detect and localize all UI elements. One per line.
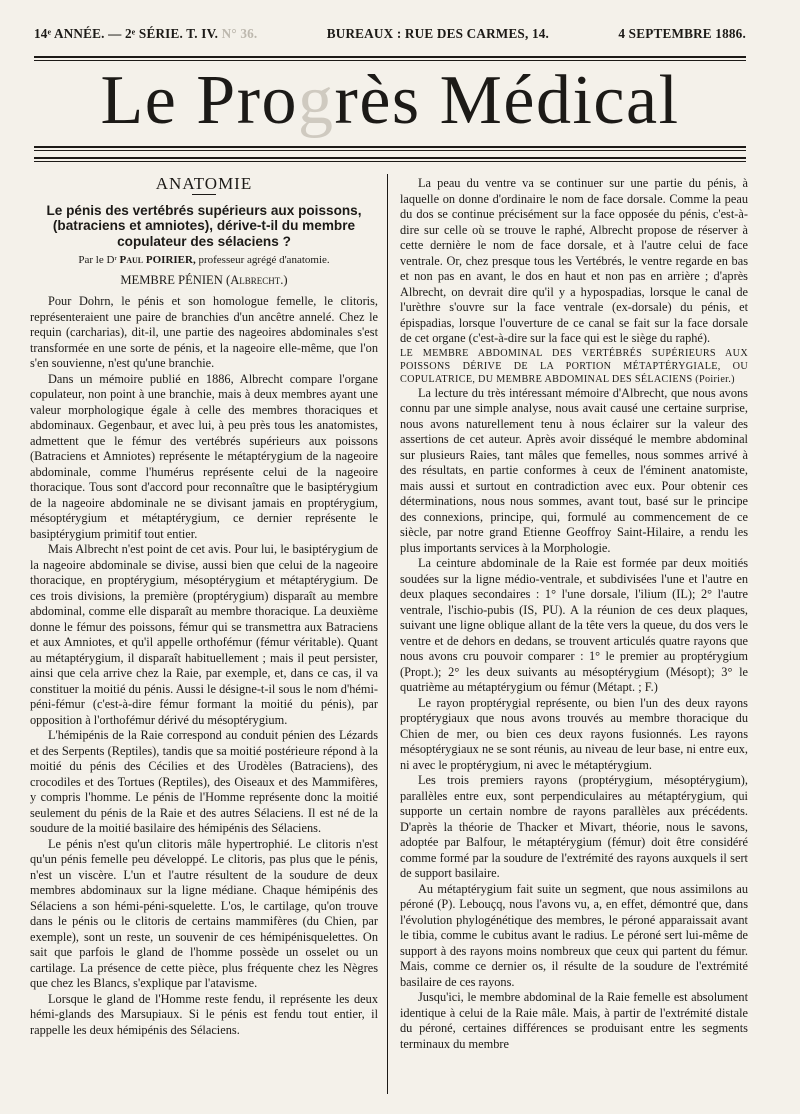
masthead-rule bbox=[34, 56, 746, 61]
paragraph: Jusqu'ici, le membre abdominal de la Raie femelle est absolument identique à celui de la Raie mâle. Mais, à partir de l'extrémité distale du péroné, certaines différences se produisant entre les segments terminaux du membre bbox=[400, 990, 748, 1051]
masthead-office: BUREAUX : RUE DES CARMES, 14. bbox=[326, 26, 550, 41]
paragraph: La ceinture abdominale de la Raie est formée par deux moitiés soudées sur la ligne médio-ventrale, et subdivisées l'une et l'autre en deux plaques secondaires : 1° l'une dorsale, l'ilium (IL); 2° l'autre ventrale, l'ischio-pubis (IS, PU). A la réunion de ces deux plaques, suivant une ligne oblique allant de la tête vers la queue, du dos vers le ventre et de dehors en dedans, se trouvent articulés quatre rayons que nous avons cru pouvoir comparer : 1° le premier au proptérygium (Propt.); 2° les deux suivants au mésoptérygium (Mésopt); 3° le quatrième au métaptérygium ou fémur (Métapt. ; F.) bbox=[400, 556, 748, 694]
section-rule bbox=[192, 194, 216, 195]
masthead-year: 14ᵉ ANNÉE. — 2ᵉ SÉRIE. T. IV. N° 36. bbox=[34, 26, 258, 41]
subhead-membre-penien: MEMBRE PÉNIEN (Albrecht.) bbox=[120, 272, 288, 287]
title-rule-lower bbox=[34, 157, 746, 162]
article-title: Le pénis des vertébrés supérieurs aux poissons, (batraciens et amniotes), dérive-t-il du membre copulateur des sélaciens ? bbox=[46, 202, 362, 249]
newspaper-title: Le Progrès Médical bbox=[100, 62, 680, 139]
masthead-date: 4 SEPTEMBRE 1886. bbox=[618, 26, 746, 41]
subhead-membre-abdominal: LE MEMBRE ABDOMINAL DES VERTÉBRÉS SUPÉRIEURS AUX POISSONS DÉRIVE DE LA PORTION MÉTAPTÉRYGIALE, OU COPULATRICE, DU MEMBRE ABDOMINAL DES SÉLACIENS (Poirier.) bbox=[400, 347, 748, 385]
paragraph: Au métaptérygium fait suite un segment, que nous assimilons au péroné (P). Lebouçq, nous l'avons vu, a, en effet, démontré que, dans l'évolution phylogénétique des membres, le péroné apparaissait avant le tibia, comme le cubitus avant le radius. Le péroné sert lui-même de support à des rayons moins nombreux que ceux qui partent du fémur. Mais, comme ce dernier os, il résulte de la soudure de l'extrémité basilaire de ces rayons. bbox=[400, 881, 748, 989]
byline: Par le Dʳ Paul POIRIER, professeur agrégé d'anatomie. bbox=[78, 254, 330, 266]
paragraph: Pour Dohrn, le pénis et son homologue femelle, le clitoris, représenteraient une paire de branchies d'un ancêtre annelé. Chez le requin (carcharias), dit-il, une partie des nageoires abdominales s'est transformée en une sorte de pénis, et la nageoire elle-même, que l'on s'en souvienne, n'est qu'une branchie. bbox=[30, 294, 378, 370]
paragraph: Dans un mémoire publié en 1886, Albrecht compare l'organe copulateur, non point à une branchie, mais à deux membres ayant une valeur morphologique égale à celle des membres thoraciques et abdominaux. Gegenbaur, et avec lui, à peu près tous les anatomistes, admettent que le fémur des vertébrés supérieurs aux poissons (Batraciens et Amniotes) représente le métaptérygium de la nageoire abdominale, comme l'humérus représente celui de la nageoire thoracique. Tous sont d'accord pour reconnaître que le basiptérygium de la nageoire abdominale ne se divisant jamais en proptérygium, mésoptérygium et métaptérygium, ce dernier représente le basiptérygium primitif tout entier. bbox=[30, 371, 378, 541]
masthead bbox=[34, 26, 746, 42]
column-divider bbox=[387, 174, 388, 1094]
paragraph: Les trois premiers rayons (proptérygium, mésoptérygium), parallèles entre eux, sont perpendiculaires au métaptérygium, qui supporte un certain nombre de rayons parallèles aux précédents. D'après la théorie de Thacker et Mivart, théorie, nous le savons, adoptée par Balfour, le métaptérygium (fémur) doit être considéré comme formé par la soudure de l'extrémité des rayons auxquels il sert de support basilaire. bbox=[400, 773, 748, 880]
left-column bbox=[30, 176, 378, 1096]
masthead-issue: N° 36. bbox=[221, 26, 258, 41]
paragraph: La lecture du très intéressant mémoire d'Albrecht, que nous avons connu par une simple analyse, nous avait causé une certaine surprise, nous avons naturellement tenu à nous éclairer sur la valeur des assertions de cet auteur. Après avoir disséqué le membre abdominal sur plusieurs Raies, tant mâles que femelles, nous sommes arrivé à des résultats, en partie conformes à ceux de l'éminent anatomiste, mais aussi et surtout en contradiction avec eux. Pour obtenir ces déterminations, nous nous sommes, avant tout, basé sur le principe des connexions, principe, qui, formulé au commencement de ce siècle, par notre grand Etienne Geoffroy Saint-Hilaire, a rendu les plus importants services à la Morphologie. bbox=[400, 385, 748, 555]
paragraph: La peau du ventre va se continuer sur une partie du pénis, à laquelle on donne d'ordinaire le nom de face dorsale. Comme la peau du dos se continue précisément sur la face opposée du pénis, c'est-à-dire sur celle où se trouve le raphé, Albrecht propose de réserver à cette dernière le nom de face dorsale, et à l'autre celui de face ventrale. Or, chez presque tous les Vertébrés, le ventre regarde en bas et non pas en avant, le dos en haut et non pas en arrière ; d'après Albrecht, on devrait dire qu'il y a hypospadias, lorsque le canal de l'urèthre s'ouvre sur la face ventrale (ex-dorsale) du pénis, et épispadias, lorsque l'ouverture de ce canal se fait sur la face dorsale de cet organe (c'est-à-dire sur la face qui est le siège du raphé). bbox=[400, 176, 748, 345]
paragraph: Lorsque le gland de l'Homme reste fendu, il représente les deux hémi-glands des Marsupiaux. Si le pénis est fendu tout entier, il rappelle les deux hémipénis des Sélaciens. bbox=[30, 991, 378, 1037]
paragraph: L'hémipénis de la Raie correspond au conduit pénien des Lézards et des Serpents (Reptiles), tandis que sa moitié postérieure répond à la moitié du pénis des Cécilies et des Urodèles (Batraciens), des crocodiles et des Tortues (Reptiles), des Oiseaux et des Mammifères, y compris l'homme. Le pénis de l'Homme représente donc la moitié seulement du pénis de la Raie et des autres Sélaciens. Il est né de la soudure de la moitié basilaire des hémipénis des Sélaciens. bbox=[30, 728, 378, 835]
section-heading: ANATOMIE bbox=[155, 176, 253, 193]
right-column bbox=[400, 176, 748, 1096]
author-name: Paul POIRIER, bbox=[119, 254, 196, 266]
title-rule bbox=[34, 146, 746, 151]
paragraph: Le rayon proptérygial représente, ou bien l'un des deux rayons proptérygiaux que nous avons trouvés au membre thoracique du Chien de mer, ou bien ces deux rayons fusionnés. Les rayons mésoptérygiaux ne se sont réunis, au niveau de leur base, ni entre eux, ni avec le proptérygium, ni avec le métaptérygium. bbox=[400, 695, 748, 772]
paragraph: Le pénis n'est qu'un clitoris mâle hypertrophié. Le clitoris n'est qu'un pénis femelle peu développé. Le clitoris, pas plus que le pénis, n'est un viscère. L'un et l'autre résultent de la soudure de deux membres abdominaux sur la ligne médiane. Chaque hémipénis des Sélaciens a son hémi-péni-squelette. L'os, le cartilage, qu'on trouve dans le pénis ou le clitoris de certains mammifères (du Chien, par exemple), sont un reste, un souvenir de ces hémipénisquelettes. On sait que parfois le gland de l'homme possède un osselet ou un cartilage. La présence de cette pièce, plus fréquente chez les Nègres que chez les Blancs, s'explique par l'atavisme. bbox=[30, 836, 378, 990]
paragraph: Mais Albrecht n'est point de cet avis. Pour lui, le basiptérygium de la nageoire abdominale se divise, aussi bien que celui de la nageoire thoracique, en proptérygium, mésoptérygium et métaptérygium. De ces trois divisions, la première (proptérygium) disparaît au membre abdominal, comme elle disparaît au membre thoracique. La deuxième donne le fémur des poissons, fémur qui se transmettra aux Batraciens et aux Amniotes, et qu'il appelle orthofémur (fémur véritable). Quant au métaptérygium, il disparaît habituellement ; mais il peut persister, ainsi que cela arrive chez la Raie, par exemple, et, dans ce cas, il va constituer la moitié du pénis. Aussi le désigne-t-il sous le nom d'hémi-péni-fémur (c'est-à-dire fémur formant la moitié du pénis), par opposition à l'orthofémur dérivé du mésoptérygium. bbox=[30, 542, 378, 727]
